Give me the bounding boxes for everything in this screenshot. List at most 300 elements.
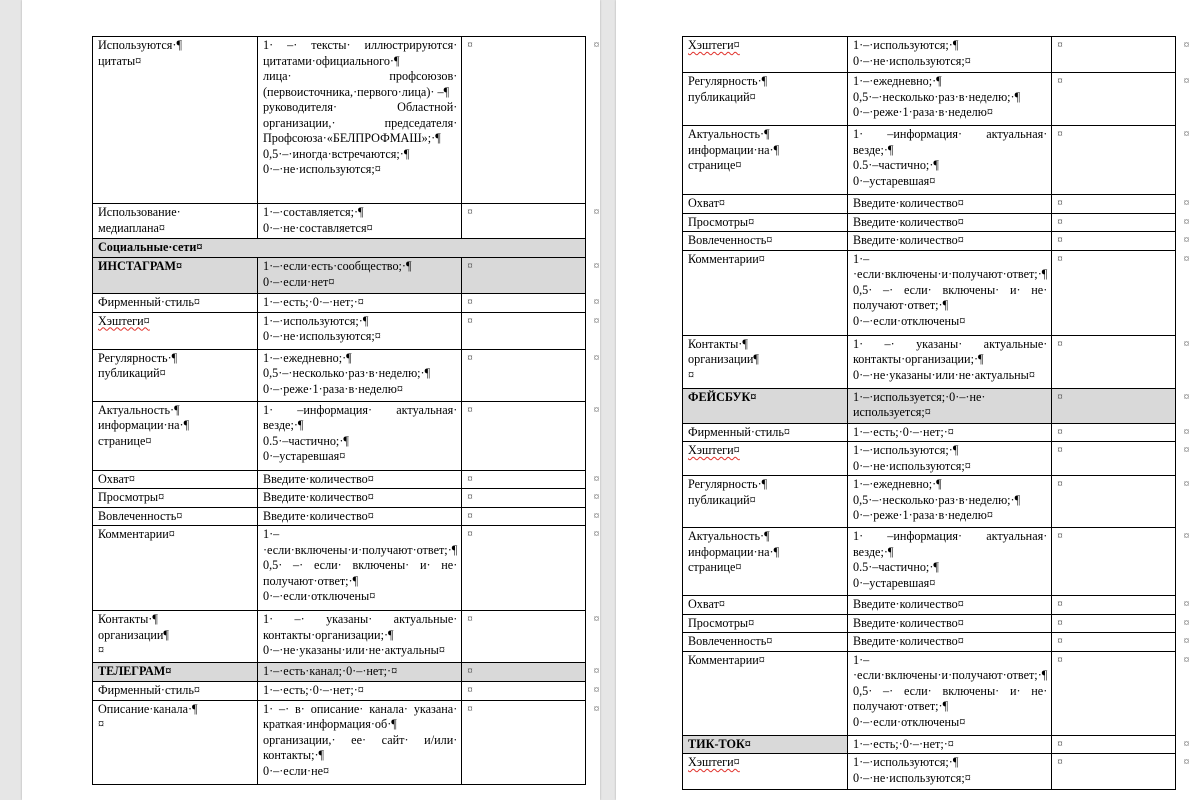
criterion-cell [683, 754, 848, 790]
scoring-text: 0·–·не·используются;¤ [263, 162, 381, 176]
table-row [683, 442, 1176, 476]
scoring-text: 0·–·если·отключены¤ [853, 714, 966, 729]
scoring-text: 1· –· в· описание· канала· указана· краткая·информация·об·¶ [263, 701, 458, 731]
score-input-cell[interactable] [462, 349, 600, 401]
scoring-cell [848, 633, 1052, 652]
cell-end-mark: ¤ [1057, 756, 1063, 768]
table-row [683, 37, 1176, 73]
score-input-cell[interactable] [462, 489, 600, 508]
row-end-mark: ¤ [593, 314, 600, 327]
table-row [93, 700, 586, 784]
table-row [683, 651, 1176, 735]
scoring-text: 1·–·есть;·0·–·нет;·¤ [853, 736, 954, 751]
scoring-cell [848, 614, 1052, 633]
row-end-mark: ¤ [1183, 635, 1190, 647]
cell-end-mark: ¤ [467, 314, 473, 327]
scoring-cell [258, 663, 462, 682]
cell-end-mark: ¤ [1057, 252, 1063, 265]
scoring-text: 1·–·есть·канал;·0·–·нет;·¤ [263, 664, 398, 678]
scoring-text: руководителя· Областной· организации,· председателя· Профсоюза·«БЕЛПРОФМАШ»;·¶ [263, 100, 458, 145]
criterion-cell [683, 250, 848, 335]
criterion-label: Регулярность·¶ [688, 74, 768, 88]
criteria-table-right [682, 36, 1190, 790]
scoring-text: 1·–·есть;·0·–·нет;·¤ [853, 424, 954, 439]
scoring-cell [848, 735, 1052, 754]
scoring-text: 0·–·не·используются;¤ [263, 329, 381, 343]
scoring-cell [848, 651, 1052, 735]
scoring-text: 0·–·если·отключены¤ [853, 313, 966, 328]
table-row [93, 401, 586, 470]
scoring-cell [258, 401, 462, 470]
table-row [683, 528, 1176, 596]
scoring-text: организации,· ее· сайт· и/или· контакты;·¶ [263, 732, 458, 762]
scoring-text: 1·–·используются;·¶ [263, 313, 369, 328]
criterion-label: Охват¤ [688, 196, 726, 210]
scoring-cell [848, 37, 1052, 73]
scoring-cell [848, 335, 1052, 388]
scoring-cell [848, 754, 1052, 790]
scoring-cell [848, 476, 1052, 528]
criterion-label: ИНСТАГРАМ¤ [98, 259, 183, 273]
criterion-label: ТИК-ТОК¤ [688, 736, 751, 751]
scoring-text: 1·–·если·включены·и·получают·ответ;·¶ [853, 652, 1048, 682]
scoring-text: Введите·количество¤ [853, 597, 964, 611]
scoring-cell [258, 470, 462, 489]
row-end-mark: ¤ [593, 206, 600, 218]
table-row [683, 423, 1176, 442]
scoring-text: 0·–·не·указаны·или·не·актуальны¤ [853, 367, 1035, 382]
criterion-cell [93, 700, 258, 784]
row-end-mark: ¤ [1183, 737, 1190, 750]
scoring-text: 1·–·если·есть·сообщество;·¶ [263, 259, 412, 273]
criterion-cell [93, 349, 258, 401]
scoring-text: Введите·количество¤ [853, 196, 964, 210]
cell-end-mark: ¤ [1057, 530, 1063, 542]
score-input-cell[interactable] [462, 526, 600, 611]
criterion-label: странице¤ [688, 158, 742, 172]
scoring-cell [848, 232, 1052, 251]
scoring-text: Введите·количество¤ [263, 508, 374, 523]
criterion-cell [93, 37, 258, 204]
table-row [683, 232, 1176, 251]
score-input-cell[interactable] [462, 37, 600, 204]
criterion-label: ¤ [98, 717, 105, 731]
scoring-text: 0·–·реже·1·раза·в·неделю¤ [263, 381, 403, 396]
scoring-text: 1·–·используются;·¶ [853, 443, 959, 457]
scoring-text: 0,5· –· если· включены· и· не· получают·ответ;·¶ [853, 282, 1048, 312]
row-end-mark: ¤ [1183, 75, 1190, 87]
criterion-cell [683, 126, 848, 195]
score-input-cell[interactable] [1052, 73, 1190, 126]
scoring-cell [258, 37, 462, 204]
scoring-cell [258, 349, 462, 401]
criterion-cell [683, 213, 848, 232]
row-end-mark: ¤ [1183, 39, 1190, 51]
criterion-cell [93, 204, 258, 239]
cell-end-mark: ¤ [1057, 390, 1063, 403]
scoring-text: 0.5·–частично;·¶ [263, 433, 349, 448]
scoring-text: 0,5·–·несколько·раз·в·неделю;·¶ [853, 89, 1021, 104]
row-end-mark: ¤ [1183, 197, 1190, 209]
cell-end-mark: ¤ [467, 206, 473, 218]
scoring-text: 0·–·если·нет¤ [263, 274, 335, 289]
score-input-cell[interactable] [1052, 423, 1190, 442]
scoring-text: 1·–·есть;·0·–·нет;·¤ [263, 683, 364, 697]
row-end-mark: ¤ [1183, 756, 1190, 768]
table-row [683, 476, 1176, 528]
criterion-cell [93, 507, 258, 526]
scoring-cell [848, 388, 1052, 423]
score-input-cell[interactable] [1052, 126, 1190, 195]
score-input-cell[interactable] [1052, 232, 1190, 251]
score-input-cell[interactable] [462, 312, 600, 349]
cell-end-mark: ¤ [467, 260, 473, 272]
row-end-mark: ¤ [1183, 390, 1190, 403]
criterion-label: Хэштеги¤ [688, 443, 740, 457]
criterion-label: публикаций¤ [688, 89, 756, 104]
row-end-mark: ¤ [593, 613, 600, 625]
cell-end-mark: ¤ [467, 472, 473, 485]
criterion-cell [683, 37, 848, 73]
row-end-mark: ¤ [593, 665, 600, 677]
score-input-cell[interactable] [1052, 250, 1190, 335]
criterion-label: Вовлеченность¤ [98, 508, 183, 523]
cell-end-mark: ¤ [1057, 444, 1063, 456]
table-row [683, 73, 1176, 126]
scoring-text: 0·–устаревшая¤ [263, 449, 346, 463]
criterion-cell [93, 682, 258, 701]
criterion-label: Актуальность·¶ [98, 402, 180, 417]
table-row [683, 250, 1176, 335]
scoring-text: Введите·количество¤ [853, 233, 964, 247]
score-input-cell[interactable] [1052, 735, 1190, 754]
row-end-mark: ¤ [593, 509, 600, 522]
scoring-text: Введите·количество¤ [263, 490, 374, 504]
row-end-mark: ¤ [1183, 234, 1190, 246]
cell-end-mark: ¤ [1057, 234, 1063, 246]
score-input-cell[interactable] [1052, 213, 1190, 232]
criterion-cell [683, 596, 848, 615]
criterion-label: Актуальность·¶ [688, 529, 770, 543]
scoring-text: 0·–устаревшая¤ [853, 575, 936, 590]
criterion-label: ¤ [98, 643, 105, 657]
criterion-label: Контакты·¶ [98, 612, 158, 626]
scoring-cell [848, 126, 1052, 195]
table-row [93, 349, 586, 401]
scoring-text: лица· профсоюзов· (первоисточника,·первого·лица)· –¶ [263, 69, 458, 99]
scoring-text: Введите·количество¤ [853, 634, 964, 648]
scoring-text: 1·–·используются;·¶ [853, 755, 959, 769]
scoring-cell [848, 213, 1052, 232]
criterion-cell [93, 663, 258, 682]
criterion-label: Хэштеги¤ [688, 38, 740, 52]
row-end-mark: ¤ [593, 528, 600, 540]
scoring-cell [848, 528, 1052, 596]
table-row [683, 614, 1176, 633]
criterion-cell [683, 528, 848, 596]
criterion-cell [683, 73, 848, 126]
criterion-label: Хэштеги¤ [688, 755, 740, 769]
scoring-text: 1· –· указаны· актуальные· контакты·организации;·¶ [853, 336, 1048, 366]
criterion-label: ФЕЙСБУК¤ [688, 389, 757, 404]
scoring-text: 0·–·не·используются;¤ [853, 770, 971, 785]
cell-end-mark: ¤ [1057, 635, 1063, 647]
score-input-cell[interactable] [1052, 633, 1190, 652]
scoring-text: 0·–·не·указаны·или·не·актуальны¤ [263, 643, 445, 657]
table-row [93, 611, 586, 663]
criterion-label: Фирменный·стиль¤ [98, 683, 200, 697]
score-input-cell[interactable] [462, 470, 600, 489]
row-end-mark: ¤ [1183, 252, 1190, 265]
criterion-cell [93, 401, 258, 470]
cell-end-mark: ¤ [467, 509, 473, 522]
scoring-text: 1· –информация· актуальная· везде;·¶ [263, 402, 458, 432]
row-end-mark: ¤ [593, 39, 600, 51]
criterion-cell [93, 294, 258, 313]
scoring-text: 0·–·не·составляется¤ [263, 220, 373, 235]
scoring-text: 0·–·если·не¤ [263, 763, 330, 778]
criterion-label: ¤ [688, 367, 695, 382]
criterion-label: Охват¤ [688, 597, 726, 611]
cell-end-mark: ¤ [1057, 197, 1063, 209]
row-end-mark: ¤ [1183, 616, 1190, 629]
scoring-text: 1· –информация· актуальная· везде;·¶ [853, 529, 1048, 559]
criterion-label: странице¤ [98, 433, 152, 448]
scoring-cell [258, 294, 462, 313]
score-input-cell[interactable] [1052, 195, 1190, 214]
score-input-cell[interactable] [1052, 528, 1190, 596]
score-input-cell[interactable] [462, 294, 600, 313]
score-input-cell[interactable] [462, 682, 600, 701]
table-row [683, 126, 1176, 195]
scoring-text: Введите·количество¤ [263, 471, 374, 486]
table-row [683, 213, 1176, 232]
criterion-label: информации·на·¶ [98, 418, 190, 432]
scoring-text: 0,5· –· если· включены· и· не· получают·ответ;·¶ [263, 558, 458, 588]
scoring-text: 1·–·ежедневно;·¶ [853, 477, 942, 491]
scoring-text: 0,5·–·иногда·встречаются;·¶ [263, 146, 410, 161]
cell-end-mark: ¤ [1057, 75, 1063, 87]
scoring-text: 1· –· указаны· актуальные· контакты·организации;·¶ [263, 612, 458, 642]
table-row [93, 526, 586, 611]
score-input-cell[interactable] [462, 700, 600, 784]
scoring-cell [258, 204, 462, 239]
criterion-label: Охват¤ [98, 471, 136, 486]
table-row [683, 195, 1176, 214]
score-input-cell[interactable] [1052, 388, 1190, 423]
document-page-left [22, 0, 600, 800]
row-end-mark: ¤ [593, 260, 600, 272]
criterion-cell [93, 489, 258, 508]
criterion-cell [683, 335, 848, 388]
table-row [683, 596, 1176, 615]
criterion-cell [683, 388, 848, 423]
row-end-mark: ¤ [593, 403, 600, 416]
cell-end-mark: ¤ [1057, 478, 1063, 490]
table-row [683, 633, 1176, 652]
scoring-text: 0,5·–·несколько·раз·в·неделю;·¶ [853, 492, 1021, 507]
row-end-mark: ¤ [1183, 215, 1190, 228]
criterion-cell [93, 258, 258, 294]
scoring-cell [258, 489, 462, 508]
criterion-cell [683, 735, 848, 754]
table-row [683, 335, 1176, 388]
cell-end-mark: ¤ [1057, 598, 1063, 610]
cell-end-mark: ¤ [467, 702, 473, 715]
criterion-label: Использование· [98, 205, 181, 219]
criterion-label: организации¶ [98, 627, 169, 642]
scoring-cell [848, 73, 1052, 126]
score-input-cell[interactable] [462, 663, 600, 682]
criterion-label: Комментарии¤ [688, 251, 765, 266]
table-row [683, 735, 1176, 754]
criterion-label: Фирменный·стиль¤ [688, 424, 790, 439]
criterion-label: информации·на·¶ [688, 142, 780, 157]
scoring-text: 0·–·не·используются;¤ [853, 458, 971, 473]
scoring-cell [848, 250, 1052, 335]
scoring-text: 0·–устаревшая¤ [853, 173, 936, 188]
scoring-text: 1·–·ежедневно;·¶ [853, 74, 942, 88]
row-end-mark: ¤ [1183, 530, 1190, 542]
row-end-mark: ¤ [593, 491, 600, 503]
cell-end-mark: ¤ [467, 39, 473, 51]
criterion-label: Регулярность·¶ [98, 350, 178, 365]
scoring-cell [258, 611, 462, 663]
table-row [93, 663, 586, 682]
criterion-label: публикаций¤ [688, 492, 756, 507]
criterion-label: цитаты¤ [98, 53, 142, 68]
row-end-mark: ¤ [593, 684, 600, 696]
criterion-label: Используются·¶ [98, 38, 182, 52]
criterion-label: ТЕЛЕГРАМ¤ [98, 664, 172, 678]
scoring-text: 0.5·–частично;·¶ [853, 158, 939, 172]
scoring-text: 0·–·не·используются;¤ [853, 53, 971, 68]
score-input-cell[interactable] [1052, 442, 1190, 476]
cell-end-mark: ¤ [1057, 337, 1063, 350]
criterion-cell [683, 232, 848, 251]
scoring-text: 1· –· тексты· иллюстрируются· цитатами·официального·¶ [263, 38, 458, 68]
cell-end-mark: ¤ [467, 528, 473, 540]
cell-end-mark: ¤ [1057, 39, 1063, 51]
criterion-label: Регулярность·¶ [688, 477, 768, 491]
score-input-cell[interactable] [462, 507, 600, 526]
document-page-right [616, 0, 1197, 800]
score-input-cell[interactable] [1052, 37, 1190, 73]
cell-end-mark: ¤ [1057, 616, 1063, 629]
scoring-text: Введите·количество¤ [853, 615, 964, 630]
criterion-label: Хэштеги¤ [98, 313, 150, 328]
criterion-cell [683, 476, 848, 528]
scoring-cell [848, 195, 1052, 214]
score-input-cell[interactable] [1052, 335, 1190, 388]
scoring-text: Введите·количество¤ [853, 214, 964, 229]
score-input-cell[interactable] [462, 204, 600, 239]
criterion-label: странице¤ [688, 560, 742, 574]
criterion-cell [683, 633, 848, 652]
score-input-cell[interactable] [462, 401, 600, 470]
criterion-label: медиаплана¤ [98, 220, 165, 235]
criterion-label: Просмотры¤ [688, 214, 755, 229]
scoring-cell [258, 312, 462, 349]
cell-end-mark: ¤ [467, 296, 473, 308]
table-row [93, 294, 586, 313]
scoring-text: 1· –информация· актуальная· везде;·¶ [853, 127, 1048, 157]
criterion-label: организации¶ [688, 352, 759, 366]
cell-end-mark: ¤ [467, 351, 473, 364]
table-row [93, 37, 586, 204]
table-row [93, 312, 586, 349]
criteria-table-left [92, 36, 600, 785]
cell-end-mark: ¤ [1057, 425, 1063, 438]
criterion-label: Комментарии¤ [688, 652, 765, 667]
score-input-cell[interactable] [1052, 614, 1190, 633]
cell-end-mark: ¤ [1057, 653, 1063, 666]
scoring-cell [258, 526, 462, 611]
score-input-cell[interactable] [462, 258, 600, 294]
cell-end-mark: ¤ [467, 665, 473, 677]
scoring-text: 1·–·если·включены·и·получают·ответ;·¶ [263, 527, 458, 557]
criterion-label: Вовлеченность¤ [688, 233, 773, 247]
scoring-text: 1·–·если·включены·и·получают·ответ;·¶ [853, 251, 1048, 281]
scoring-text: 0·–·реже·1·раза·в·неделю¤ [853, 508, 993, 522]
criterion-cell [93, 312, 258, 349]
criterion-label: информации·на·¶ [688, 544, 780, 559]
criterion-label: публикаций¤ [98, 366, 166, 380]
scoring-cell [848, 423, 1052, 442]
criterion-label: Актуальность·¶ [688, 127, 770, 141]
table-row [683, 388, 1176, 423]
cell-end-mark: ¤ [1057, 128, 1063, 140]
scoring-text: 1·–·используются;·¶ [853, 38, 959, 52]
criterion-cell [683, 195, 848, 214]
scoring-text: 0·–·если·отключены¤ [263, 589, 376, 603]
score-input-cell[interactable] [1052, 596, 1190, 615]
criterion-cell [683, 651, 848, 735]
cell-end-mark: ¤ [1057, 215, 1063, 228]
scoring-cell [848, 442, 1052, 476]
cell-end-mark: ¤ [467, 403, 473, 416]
scoring-text: 1·–·есть;·0·–·нет;·¤ [263, 295, 364, 309]
scoring-cell [848, 596, 1052, 615]
cell-end-mark: ¤ [1057, 737, 1063, 750]
score-input-cell[interactable] [1052, 754, 1190, 790]
criterion-cell [683, 442, 848, 476]
table-row [93, 258, 586, 294]
row-end-mark: ¤ [593, 296, 600, 308]
criterion-cell [93, 470, 258, 489]
scoring-text: 0,5·–·несколько·раз·в·неделю;·¶ [263, 366, 431, 380]
row-end-mark: ¤ [1183, 337, 1190, 350]
row-end-mark: ¤ [593, 472, 600, 485]
score-input-cell[interactable] [1052, 651, 1190, 735]
table-row [93, 489, 586, 508]
row-end-mark: ¤ [1183, 444, 1190, 456]
criterion-cell [683, 614, 848, 633]
score-input-cell[interactable] [1052, 476, 1190, 528]
criterion-cell [93, 526, 258, 611]
row-end-mark: ¤ [1183, 128, 1190, 140]
row-end-mark: ¤ [1183, 653, 1190, 666]
scoring-text: 0.5·–частично;·¶ [853, 560, 939, 574]
scoring-text: 0,5· –· если· включены· и· не· получают·ответ;·¶ [853, 683, 1048, 713]
criterion-label: Просмотры¤ [98, 490, 165, 504]
table-row [683, 754, 1176, 790]
score-input-cell[interactable] [462, 611, 600, 663]
cell-end-mark: ¤ [467, 491, 473, 503]
table-row [93, 682, 586, 701]
criterion-cell [683, 423, 848, 442]
row-end-mark: ¤ [1183, 478, 1190, 490]
